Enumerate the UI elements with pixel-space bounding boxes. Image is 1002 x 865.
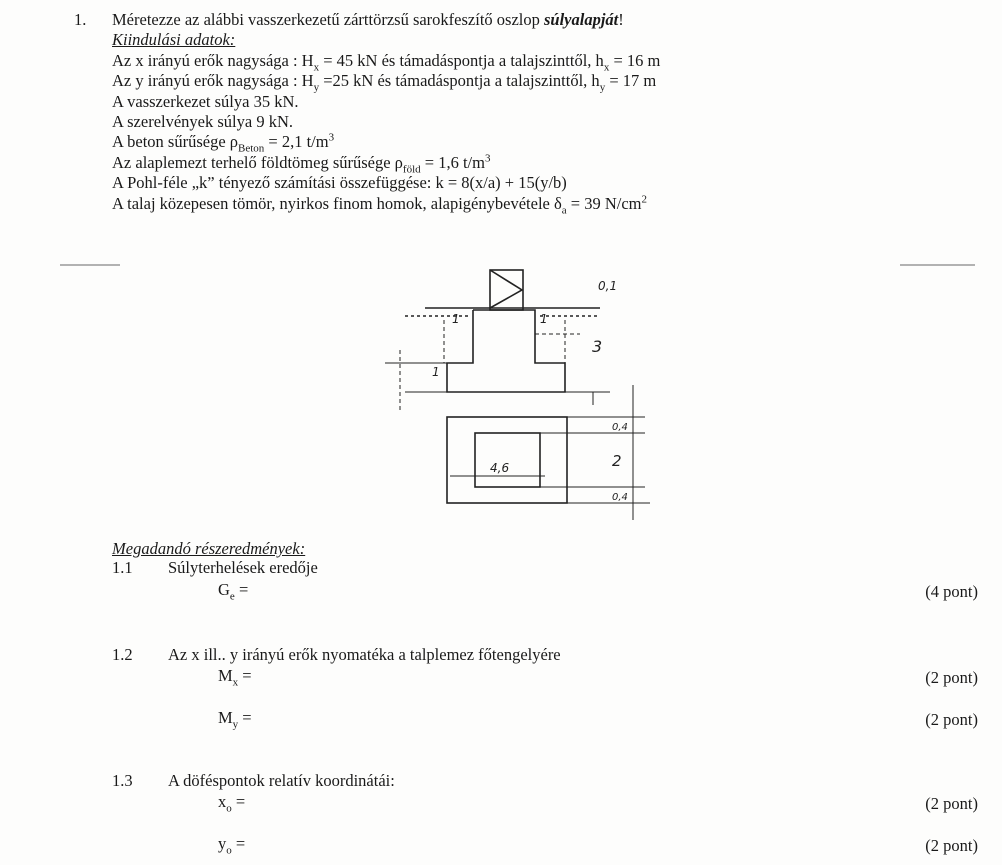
results-heading: Megadandó részeredmények: — [112, 539, 306, 558]
xo-points: (2 pont) — [925, 794, 978, 813]
my-points: (2 pont) — [925, 710, 978, 729]
given-fittings-weight: A szerelvények súlya 9 kN. — [112, 112, 293, 131]
yo-points: (2 pont) — [925, 836, 978, 855]
item-1-2-number: 1.2 — [112, 645, 133, 664]
given-steel-weight: A vasszerkezet súlya 35 kN. — [112, 92, 299, 111]
given-concrete-density: A beton sűrűsége $\rho_{Beton} = 2,1$ $t/m^3$ — [112, 131, 335, 155]
foundation-plan-outer — [447, 417, 567, 503]
dim-base-height: 1 — [432, 365, 440, 379]
mx-points: (2 pont) — [925, 668, 978, 687]
item-1-3-label: A döféspontok relatív koordinátái: — [168, 771, 395, 790]
dim-edge-bottom: 0,4 — [612, 492, 628, 503]
dim-width: 4,6 — [490, 461, 510, 475]
ge-points: (4 pont) — [925, 582, 978, 601]
dim-top-height: 0,1 — [598, 279, 618, 293]
dim-pedestal-height: 3 — [592, 337, 603, 356]
steel-column-icon — [490, 270, 523, 310]
foundation-plan-inner — [475, 433, 540, 487]
task-number: 1. — [74, 10, 87, 29]
soil-mark-left: 1 — [452, 312, 460, 326]
given-hy: Az y irányú erők nagysága : $H_y =25$ kN és támadáspontja a talajszinttől, $h_y = 17$ m — [112, 71, 657, 94]
my-field: $M_y$ = — [218, 708, 252, 731]
given-soil-density: Az alaplemezt terhelő földtömeg sűrűsége $\rho_{föld} = 1,6$ $t/m^3$ — [112, 152, 491, 176]
dim-inner: 2 — [612, 452, 622, 470]
dim-edge-top: 0,4 — [612, 422, 628, 433]
given-pohl-formula: A Pohl-féle „k” tényező számítási összefüggése: k = 8(x/a) + 15(y/b) — [112, 173, 567, 192]
item-1-1-label: Súlyterhelések eredője — [168, 558, 318, 577]
soil-mark-right: 1 — [540, 312, 548, 326]
item-1-2-label: Az x ill.. y irányú erők nyomatéka a talplemez főtengelyére — [168, 645, 561, 664]
given-heading: Kiindulási adatok: — [112, 30, 236, 49]
item-1-3-number: 1.3 — [112, 771, 133, 790]
item-1-1-number: 1.1 — [112, 558, 133, 577]
given-soil: A talaj közepesen tömör, nyirkos finom homok, alapigénybevétele $\delta_a = 39$ $N/cm^2$ — [112, 193, 647, 217]
xo-field: $x_o$ = — [218, 792, 246, 815]
mx-field: $M_x$ = — [218, 666, 252, 689]
ge-field: $G_e$ = — [218, 580, 249, 603]
given-hx: Az x irányú erők nagysága : $H_x = 45$ kN és támadáspontja a talajszinttől, $h_x = 16$ m — [112, 51, 661, 74]
task-title: Méretezze az alábbi vasszerkezetű zárttörzsű sarokfeszítő oszlop súlyalapját! — [112, 10, 624, 29]
yo-field: $y_o$ = — [218, 834, 246, 857]
